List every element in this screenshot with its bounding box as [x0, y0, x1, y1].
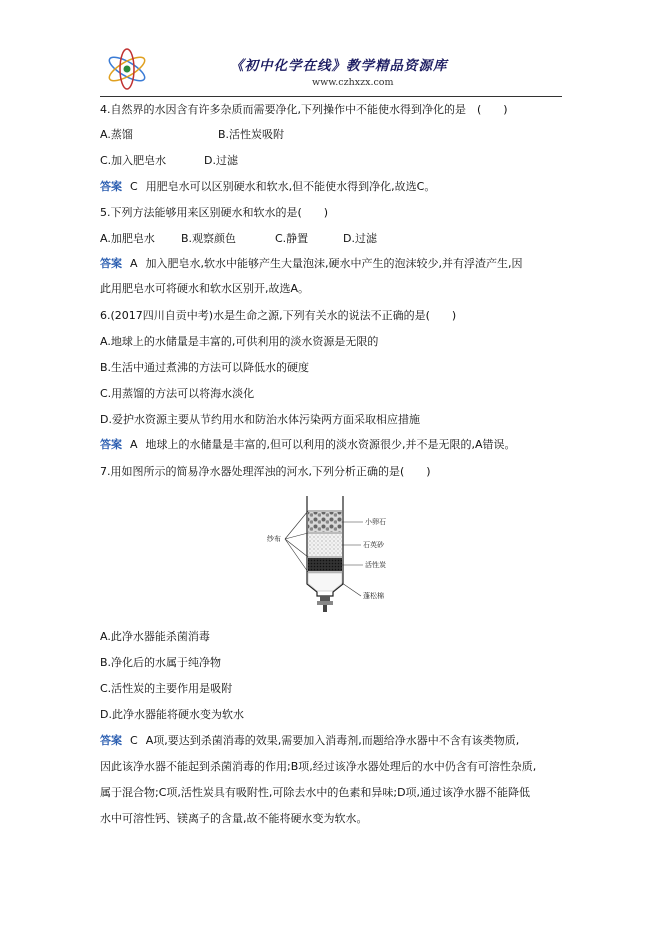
q5-option-b: B.观察颜色 — [181, 232, 237, 245]
q6-answer — [100, 438, 516, 452]
outlet-tube — [323, 605, 327, 612]
answer-letter: A — [130, 438, 138, 451]
q5-option-c: C.静置 — [275, 232, 309, 245]
q7-option-c: C.活性炭的主要作用是吸附 — [100, 682, 233, 695]
q4-option-b: B.活性炭吸附 — [218, 128, 285, 141]
water-purifier-diagram — [265, 496, 425, 614]
answer-text: 地球上的水储量是丰富的,但可以利用的淡水资源很少,并不是无限的,A错误。 — [145, 438, 516, 451]
answer-tag: 答案 — [100, 734, 122, 747]
q7-option-d: D.此净水器能将硬水变为软水 — [100, 708, 244, 721]
label-cotton: 蓬松棉 — [363, 592, 384, 600]
q6-option-c: C.用蒸馏的方法可以将海水淡化 — [100, 387, 255, 400]
banner-url: www.czhxzx.com — [312, 77, 394, 88]
banner-title: 《初中化学在线》教学精品资源库 — [230, 58, 448, 74]
atom-logo-icon — [104, 48, 150, 90]
answer-tag: 答案 — [100, 257, 122, 270]
sand-layer — [308, 534, 342, 556]
q7-answer-line-4: 水中可溶性钙、镁离子的含量,故不能将硬水变为软水。 — [100, 812, 368, 825]
answer-tag: 答案 — [100, 180, 122, 193]
answer-letter: A — [130, 257, 138, 270]
question-5-stem: 5.下列方法能够用来区别硬水和软水的是( ) — [100, 206, 329, 219]
q5-option-a: A.加肥皂水 — [100, 232, 155, 245]
gauze-layer-3 — [308, 556, 342, 558]
q7-answer-line-2: 因此该净水器不能起到杀菌消毒的作用;B项,经过该净水器处理后的水中仍含有可溶性杂质, — [100, 760, 537, 773]
header-divider — [100, 96, 562, 97]
label-pebble: 小卵石 — [365, 518, 386, 526]
q5-answer-line-2: 此用肥皂水可将硬水和软水区别开,故选A。 — [100, 282, 310, 295]
answer-text: 加入肥皂水,软水中能够产生大量泡沫,硬水中产生的泡沫较少,并有浮渣产生,因 — [145, 257, 523, 270]
q4-answer — [100, 180, 435, 194]
nozzle — [320, 596, 330, 601]
question-7-stem: 7.用如图所示的简易净水器处理浑浊的河水,下列分析正确的是( ) — [100, 465, 431, 478]
q6-option-a: A.地球上的水储量是丰富的,可供利用的淡水资源是无限的 — [100, 335, 379, 348]
gauze-layer-4 — [308, 571, 342, 573]
gauze-layer-1 — [308, 510, 342, 512]
answer-letter: C — [130, 180, 138, 193]
q5-option-d: D.过滤 — [343, 232, 377, 245]
carbon-layer — [308, 558, 342, 571]
question-6-stem: 6.(2017四川自贡中考)水是生命之源,下列有关水的说法不正确的是( ) — [100, 309, 457, 322]
q7-option-b: B.净化后的水属于纯净物 — [100, 656, 222, 669]
answer-tag: 答案 — [100, 438, 122, 451]
page-header — [100, 44, 562, 100]
pebble-layer — [308, 512, 342, 532]
label-sand: 石英砂 — [363, 541, 384, 549]
q5-answer-line-1 — [100, 257, 523, 271]
nozzle-cap — [317, 601, 333, 605]
q4-option-d: D.过滤 — [204, 154, 238, 167]
q6-option-b: B.生活中通过煮沸的方法可以降低水的硬度 — [100, 361, 310, 374]
q6-option-d: D.爱护水资源主要从节约用水和防治水体污染两方面采取相应措施 — [100, 413, 420, 426]
q4-option-a: A.蒸馏 — [100, 128, 133, 141]
q7-answer-line-3: 属于混合物;C项,活性炭具有吸附性,可除去水中的色素和异味;D项,通过该净水器不能降低 — [100, 786, 531, 799]
answer-letter: C — [130, 734, 138, 747]
answer-text: A项,要达到杀菌消毒的效果,需要加入消毒剂,而题给净水器中不含有该类物质, — [145, 734, 520, 747]
gauze-layer-2 — [308, 532, 342, 534]
q7-answer-line-1 — [100, 734, 519, 748]
label-carbon: 活性炭 — [365, 561, 386, 569]
question-4-stem: 4.自然界的水因含有许多杂质而需要净化,下列操作中不能使水得到净化的是 ( ) — [100, 103, 508, 116]
q4-option-c: C.加入肥皂水 — [100, 154, 167, 167]
label-gauze: 纱布 — [267, 535, 281, 543]
q7-option-a: A.此净水器能杀菌消毒 — [100, 630, 210, 643]
answer-text: 用肥皂水可以区别硬水和软水,但不能使水得到净化,故选C。 — [145, 180, 436, 193]
